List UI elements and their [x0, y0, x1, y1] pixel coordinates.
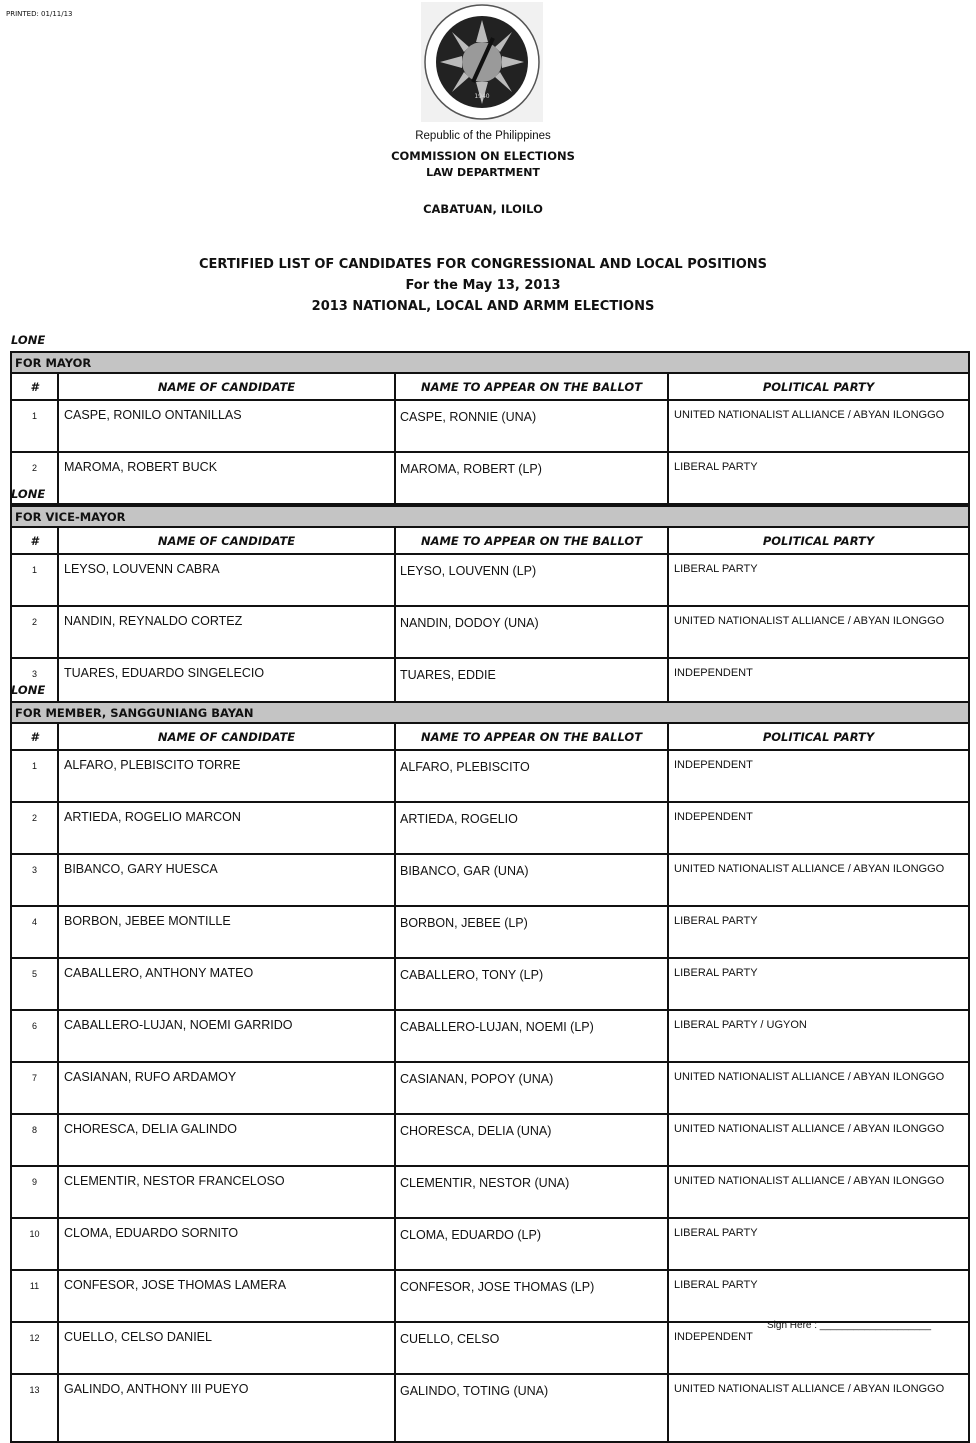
political-party: LIBERAL PARTY [668, 554, 969, 606]
candidate-name: CABALLERO-LUJAN, NOEMI GARRIDO [58, 1010, 395, 1062]
row-number: 3 [11, 658, 58, 710]
row-number: 1 [11, 554, 58, 606]
sangguniang-bayan-table [10, 701, 970, 1443]
republic-line: Republic of the Philippines [415, 130, 551, 142]
ballot-name: NANDIN, DODOY (UNA) [395, 606, 668, 658]
col-num: # [11, 527, 58, 554]
candidate-name: CHORESCA, DELIA GALINDO [58, 1114, 395, 1166]
candidate-name: BIBANCO, GARY HUESCA [58, 854, 395, 906]
political-party: INDEPENDENT [668, 802, 969, 854]
ballot-name: CHORESCA, DELIA (UNA) [395, 1114, 668, 1166]
table-row [11, 1010, 969, 1062]
table-row [11, 750, 969, 802]
political-party: LIBERAL PARTY [668, 906, 969, 958]
row-number: 3 [11, 854, 58, 906]
col-party: POLITICAL PARTY [668, 723, 969, 750]
ballot-name: BORBON, JEBEE (LP) [395, 906, 668, 958]
commission-line: COMMISSION ON ELECTIONS [391, 149, 575, 163]
ballot-name: BIBANCO, GAR (UNA) [395, 854, 668, 906]
table-row [11, 1218, 969, 1270]
political-party: INDEPENDENT [668, 1322, 969, 1374]
political-party: UNITED NATIONALIST ALLIANCE / ABYAN ILONGGO [668, 854, 969, 906]
position-title: FOR VICE-MAYOR [11, 506, 969, 527]
political-party: LIBERAL PARTY [668, 1218, 969, 1270]
candidate-name: BORBON, JEBEE MONTILLE [58, 906, 395, 958]
political-party: UNITED NATIONALIST ALLIANCE / ABYAN ILONGGO [668, 400, 969, 452]
document-title: CERTIFIED LIST OF CANDIDATES FOR CONGRESSIONAL AND LOCAL POSITIONS [199, 257, 767, 272]
table-row [11, 1270, 969, 1322]
ballot-name: ARTIEDA, ROGELIO [395, 802, 668, 854]
political-party: LIBERAL PARTY / UGYON [668, 1010, 969, 1062]
col-party: POLITICAL PARTY [668, 373, 969, 400]
mayor-table [10, 351, 970, 505]
seal-emblem-icon [421, 2, 543, 122]
row-number: 1 [11, 750, 58, 802]
ballot-name: CABALLERO, TONY (LP) [395, 958, 668, 1010]
ballot-name: GALINDO, TOTING (UNA) [395, 1374, 668, 1442]
table-row [11, 1374, 969, 1442]
ballot-name: CASPE, RONNIE (UNA) [395, 400, 668, 452]
row-number: 12 [11, 1322, 58, 1374]
candidate-name: LEYSO, LOUVENN CABRA [58, 554, 395, 606]
political-party: UNITED NATIONALIST ALLIANCE / ABYAN ILONGGO [668, 1374, 969, 1442]
row-number: 4 [11, 906, 58, 958]
political-party: INDEPENDENT [668, 750, 969, 802]
row-number: 2 [11, 606, 58, 658]
row-number: 11 [11, 1270, 58, 1322]
table-row [11, 1114, 969, 1166]
candidate-name: NANDIN, REYNALDO CORTEZ [58, 606, 395, 658]
political-party: UNITED NATIONALIST ALLIANCE / ABYAN ILONGGO [668, 1114, 969, 1166]
ballot-name: LEYSO, LOUVENN (LP) [395, 554, 668, 606]
ballot-name: ALFARO, PLEBISCITO [395, 750, 668, 802]
row-number: 1 [11, 400, 58, 452]
col-ballot: NAME TO APPEAR ON THE BALLOT [395, 527, 668, 554]
row-number: 9 [11, 1166, 58, 1218]
col-name: NAME OF CANDIDATE [58, 373, 395, 400]
candidate-name: GALINDO, ANTHONY III PUEYO [58, 1374, 395, 1442]
comelec-seal-logo [421, 2, 543, 122]
election-name: 2013 NATIONAL, LOCAL AND ARMM ELECTIONS [311, 299, 655, 314]
col-party: POLITICAL PARTY [668, 527, 969, 554]
candidate-name: CASIANAN, RUFO ARDAMOY [58, 1062, 395, 1114]
political-party: LIBERAL PARTY [668, 452, 969, 504]
col-ballot: NAME TO APPEAR ON THE BALLOT [395, 723, 668, 750]
political-party: INDEPENDENT [668, 658, 969, 710]
svg-text:1940: 1940 [474, 93, 490, 100]
ballot-name: CUELLO, CELSO [395, 1322, 668, 1374]
ballot-name: CONFESOR, JOSE THOMAS (LP) [395, 1270, 668, 1322]
candidate-name: ALFARO, PLEBISCITO TORRE [58, 750, 395, 802]
table-row [11, 606, 969, 658]
table-row [11, 452, 969, 504]
candidate-name: MAROMA, ROBERT BUCK [58, 452, 395, 504]
ballot-name: MAROMA, ROBERT (LP) [395, 452, 668, 504]
table-row [11, 1166, 969, 1218]
table-row [11, 400, 969, 452]
candidate-name: CONFESOR, JOSE THOMAS LAMERA [58, 1270, 395, 1322]
candidate-name: ARTIEDA, ROGELIO MARCON [58, 802, 395, 854]
political-party: UNITED NATIONALIST ALLIANCE / ABYAN ILONGGO [668, 606, 969, 658]
table-row [11, 1062, 969, 1114]
row-number: 2 [11, 452, 58, 504]
row-number: 6 [11, 1010, 58, 1062]
row-number: 2 [11, 802, 58, 854]
printed-date: PRINTED: 01/11/13 [6, 10, 73, 18]
election-date: For the May 13, 2013 [405, 278, 561, 293]
district-label: LONE [11, 487, 46, 501]
district-label: LONE [11, 333, 46, 347]
political-party: UNITED NATIONALIST ALLIANCE / ABYAN ILONGGO [668, 1166, 969, 1218]
row-number: 5 [11, 958, 58, 1010]
ballot-name: CABALLERO-LUJAN, NOEMI (LP) [395, 1010, 668, 1062]
table-row [11, 958, 969, 1010]
ballot-name: CASIANAN, POPOY (UNA) [395, 1062, 668, 1114]
political-party: LIBERAL PARTY [668, 958, 969, 1010]
ballot-name: CLOMA, EDUARDO (LP) [395, 1218, 668, 1270]
political-party: LIBERAL PARTY [668, 1270, 969, 1322]
position-title: FOR MEMBER, SANGGUNIANG BAYAN [11, 702, 969, 723]
row-number: 10 [11, 1218, 58, 1270]
table-row [11, 554, 969, 606]
col-num: # [11, 373, 58, 400]
sign-here-line[interactable]: Sign Here : ____________________ [767, 1320, 932, 1331]
ballot-name: TUARES, EDDIE [395, 658, 668, 710]
col-ballot: NAME TO APPEAR ON THE BALLOT [395, 373, 668, 400]
table-row [11, 854, 969, 906]
ballot-name: CLEMENTIR, NESTOR (UNA) [395, 1166, 668, 1218]
table-row [11, 802, 969, 854]
candidate-name: TUARES, EDUARDO SINGELECIO [58, 658, 395, 710]
vice-mayor-table [10, 505, 970, 711]
row-number: 7 [11, 1062, 58, 1114]
department-line: LAW DEPARTMENT [426, 166, 540, 179]
political-party: UNITED NATIONALIST ALLIANCE / ABYAN ILONGGO [668, 1062, 969, 1114]
row-number: 13 [11, 1374, 58, 1442]
table-row [11, 906, 969, 958]
candidate-name: CLEMENTIR, NESTOR FRANCELOSO [58, 1166, 395, 1218]
position-title: FOR MAYOR [11, 352, 969, 373]
col-num: # [11, 723, 58, 750]
col-name: NAME OF CANDIDATE [58, 723, 395, 750]
row-number: 8 [11, 1114, 58, 1166]
district-label: LONE [11, 683, 46, 697]
location-line: CABATUAN, ILOILO [423, 202, 543, 216]
candidate-name: CLOMA, EDUARDO SORNITO [58, 1218, 395, 1270]
col-name: NAME OF CANDIDATE [58, 527, 395, 554]
candidate-name: CUELLO, CELSO DANIEL [58, 1322, 395, 1374]
candidate-name: CASPE, RONILO ONTANILLAS [58, 400, 395, 452]
candidate-name: CABALLERO, ANTHONY MATEO [58, 958, 395, 1010]
